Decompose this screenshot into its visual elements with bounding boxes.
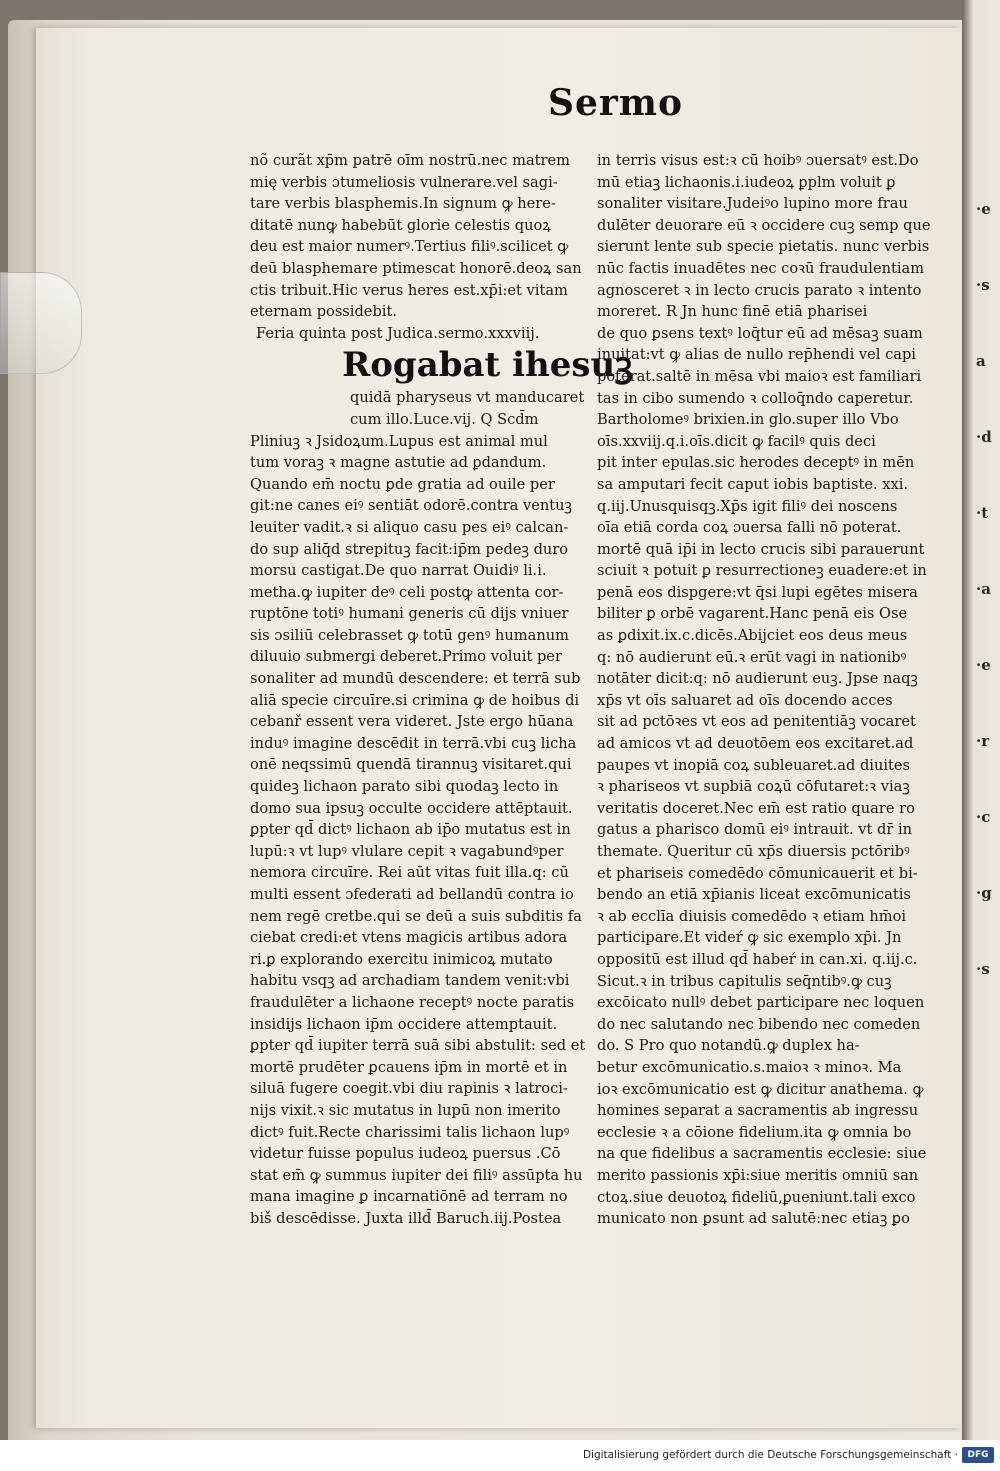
text-line: habitu vsqꝫ ad archadiam tandem venit:vbi xyxy=(250,972,570,990)
text-line: notāter dicit:q: nō audierunt euꝫ. Jpse naqꝫ xyxy=(597,670,918,688)
text-line: merito passionis xp̄i:siue meritis omniū san xyxy=(597,1166,919,1184)
right-column xyxy=(597,150,931,1230)
text-line: videtur fuisse populus iudeoꝝ puersus .Cō xyxy=(250,1145,561,1163)
text-line: Quando em̄ noctu ꝑde gratia ad ouile per xyxy=(250,475,555,493)
text-line: fraudulēter a lichaone receptꝰ nocte paratis xyxy=(250,993,575,1011)
text-line: nõ curãt xp̄m patrē oīm nostrū.nec matrem xyxy=(250,152,570,169)
text-line: Pliniuꝫ ꝛ Jsidoꝝum.Lupus est animal mul xyxy=(250,432,548,450)
text-line: induꝰ imagine descēdit in terrā.vbi cuꝫ licha xyxy=(250,734,577,752)
text-line: in terris visus est:ꝛ cū hoibꝰ ɔuersatꝰ est.Do xyxy=(597,152,919,169)
text-line: lupū:ꝛ vt lupꝰ vlulare cepit ꝛ vagabundꝰper xyxy=(250,842,564,860)
facing-page-fragment: ·d xyxy=(976,428,992,446)
facing-page-fragment: ·s xyxy=(976,276,990,294)
text-line: agnosceret ꝛ in lecto crucis parato ꝛ intento xyxy=(597,281,922,299)
text-line: ecclesie ꝛ a cōione fidelium.ita ꝙ omnia bo xyxy=(597,1123,912,1141)
text-line: morsu castigat.De quo narrat Ouidiꝰ li.i. xyxy=(250,562,547,580)
text-line: sa amputari fecit caput iobis baptiste. xxi. xyxy=(597,475,909,493)
text-line: na que fidelibus a sacramentis ecclesie: siue xyxy=(597,1145,927,1163)
page-clip xyxy=(0,272,82,374)
text-line: oīs.xxviij.q.i.oīs.dicit ꝙ facilꝰ quis deci xyxy=(597,432,876,450)
text-line: bendo an etiā xp̄ianis liceat excōmunicatis xyxy=(597,886,911,904)
text-line: do sup aliq̄d strepituꝫ facit:ip̄m pedeꝫ duro xyxy=(250,540,569,558)
text-line: pit inter epulas.sic herodes deceptꝰ in mēn xyxy=(597,454,915,472)
text-line: dictꝰ fuit.Recte charissimi talis lichaon lupꝰ xyxy=(250,1123,570,1141)
text-line: ri.ꝑ explorando exercitu inimicoꝝ mutato xyxy=(250,950,553,968)
text-line: veritatis doceret.Nec em̄ est ratio quare ro xyxy=(597,799,915,817)
facing-page-fragment: ·g xyxy=(976,884,992,902)
text-line: ruptōne totiꝰ humani generis cū dijs vniuer xyxy=(250,605,569,623)
text-line: nijs vixit.ꝛ sic mutatus in lupū non imerito xyxy=(250,1101,561,1119)
text-line: mortē quā ip̄i in lecto crucis sibi parauerunt xyxy=(597,540,925,558)
text-line: oīa etiā corda coꝝ ɔuersa falli nō poterat. xyxy=(597,519,902,537)
text-line: oppositū est illud qd̄ habeŕ in can.xi. q.iij.c. xyxy=(597,950,918,968)
text-line: aliā specie circuīre.si crimina ꝙ de hoibus di xyxy=(250,691,580,709)
text-line: excōicato nullꝰ debet participare nec loquen xyxy=(597,994,925,1012)
text-line: ꝛ phariseos vt supbiā coꝝū cōfutaret:ꝛ viaꝫ xyxy=(597,778,910,796)
text-line: q.iij.Unusquisqꝫ.Xp̄s igit filiꝰ dei noscens xyxy=(597,497,898,515)
facing-page-fragment: ·t xyxy=(976,504,989,522)
text-line: do nec salutando nec bibendo nec comeden xyxy=(597,1015,921,1033)
text-line: Feria quinta post Judica.sermo.xxxviij. xyxy=(256,324,540,342)
text-line: insidijs lichaon ip̄m occidere attemptauit. xyxy=(250,1015,558,1033)
text-line: dulēter deuorare eū ꝛ occidere cuꝫ semp que xyxy=(597,216,931,234)
text-line: q: nō audierunt eū.ꝛ erūt vagi in nationibꝰ xyxy=(597,648,907,666)
left-column xyxy=(250,150,633,1230)
facing-page-fragment: ·e xyxy=(976,200,991,218)
page-header: Sermo xyxy=(548,82,683,124)
text-line: do. S Pro quo notandū.ꝙ duplex ha- xyxy=(597,1037,860,1055)
text-line: ꝑpter qd̄ iupiter terrā suā sibi abstulit: sed et xyxy=(250,1037,586,1055)
text-line: quideꝫ lichaon parato sibi quodaꝫ lecto in xyxy=(250,778,559,796)
text-line: ꝑpter qd̄ dictꝰ lichaon ab ip̄o mutatus est in xyxy=(250,821,571,839)
text-line: sit ad pctōꝛes vt eos ad penitentiāꝫ vocaret xyxy=(597,713,916,731)
text-line: mū etiaꝫ lichaonis.i.iudeoꝝ ꝑplm voluit ꝑ xyxy=(597,173,896,191)
text-line: Bartholomeꝰ brixien.in glo.super illo Vbo xyxy=(597,411,899,429)
text-line: biš descēdisse. Juxta illd̄ Baruch.iij.Postea xyxy=(250,1209,562,1227)
text-line: quidā pharyseus vt manducaret xyxy=(350,389,585,407)
text-line: nem regē cretbe.qui se deū a suis subditis fa xyxy=(250,907,582,925)
text-line: paupes vt inopiā coꝝ subleuaret.ad diuites xyxy=(597,756,911,774)
text-line: git:ne canes eiꝰ sentiāt odorē.contra ventuꝫ xyxy=(250,497,572,515)
text-line: siluā fugere coegit.vbi diu rapinis ꝛ latroci- xyxy=(250,1080,568,1098)
text-line: deū blasphemare ptimescat honorē.deoꝝ san xyxy=(250,259,582,277)
text-line: tas in cibo sumendo ꝛ colloq̄ndo caperetur. xyxy=(597,389,914,407)
text-line: ditatē nunꝙ habebūt glorie celestis quoꝝ xyxy=(250,216,551,234)
facing-page-fragment: ·a xyxy=(976,580,991,598)
text-line: multi essent ɔfederati ad bellandū contra io xyxy=(250,886,574,903)
text-line: participare.Et videŕ ꝙ sic exemplo xp̄i. Jn xyxy=(597,929,902,947)
text-line: nūc factis inuadētes nec coꝛū fraudulentiam xyxy=(597,259,925,277)
text-line: onē neqssimū quendā tirannuꝫ visitaret.qui xyxy=(250,756,572,774)
text-line: deu est maior numerꝰ.Tertius filiꝰ.scilicet ꝙ xyxy=(250,238,569,256)
text-line: homines separat a sacramentis ab ingressu xyxy=(597,1102,919,1120)
text-line: sierunt lente sub specie pietatis. nunc verbis xyxy=(597,238,930,256)
text-line: Sicut.ꝛ in tribus capitulis seq̄ntibꝰ.ꝙ cuꝫ xyxy=(597,972,892,990)
text-line: de quo ꝑsens textꝰ loq̄tur eū ad mēsaꝫ suam xyxy=(597,324,923,342)
facing-page-fragment: ·s xyxy=(976,960,990,978)
text-line: as ꝑdixit.ix.c.dicēs.Abijciet eos deus meus xyxy=(597,627,908,645)
footer-credit: Digitalisierung gefördert durch die Deutsche Forschungsgemeinschaft · xyxy=(582,1449,958,1461)
text-line: ad amicos vt ad deuotōem eos excitaret.ad xyxy=(597,735,914,753)
text-line: sonaliter ad mundū descendere: et terrā sub xyxy=(250,670,581,688)
text-line: gatus a pharisco domū eiꝰ intrauit. vt dr̄ in xyxy=(597,821,913,839)
facing-page-fragment: ·e xyxy=(976,656,991,674)
text-line: sis ɔsiliū celebrasset ꝙ totū genꝰ humanum xyxy=(250,626,569,644)
text-line: moreret. R Jn hunc finē etiā pharisei xyxy=(597,303,868,321)
text-line: mortē prudēter ꝑcauens ip̄m in mortē et in xyxy=(250,1058,568,1076)
text-line: diluuio submergi deberet.Primo voluit per xyxy=(250,648,562,666)
text-line: mię verbis ɔtumeliosis vulnerare.vel sagi- xyxy=(250,173,558,191)
text-line: eternam possidebit. xyxy=(250,303,397,321)
text-line: nemora circuīre. Rei aūt vitas fuit illa.q: cū xyxy=(250,864,569,882)
text-line: ꝛ ab ecclīa diuisis comedēdo ꝛ etiam hm̄oi xyxy=(597,907,907,925)
dfg-logo: DFG xyxy=(962,1447,994,1463)
facing-page-edge xyxy=(962,0,1000,1440)
sermon-initial: Rogabat ihesuꝫ xyxy=(342,345,633,386)
footer-bar xyxy=(0,1440,1000,1471)
facing-page-fragment: ·r xyxy=(976,732,990,750)
text-line: betur excōmunicatio.s.maioꝛ ꝛ minoꝛ. Ma xyxy=(597,1058,902,1076)
text-line: mana imagine ꝑ incarnatiōnē ad terram no xyxy=(250,1188,568,1206)
text-line: et phariseis comedēdo cōmunicauerit et bi- xyxy=(597,864,918,882)
text-line: municato non ꝑsunt ad salutē:nec etiaꝫ ꝑo xyxy=(597,1210,910,1228)
text-line: penā eos dispgere:vt q̄si lupi egētes misera xyxy=(597,583,918,601)
text-line: metha.ꝙ iupiter deꝰ celi postꝙ attenta cor- xyxy=(250,583,564,601)
text-line: ctoꝝ.siue deuotoꝝ fideliū,ꝑueniunt.tali exco xyxy=(597,1188,916,1206)
text-line: biliter ꝑ orbē vagarent.Hanc penā eis Ose xyxy=(597,605,908,623)
text-line: cum illo.Luce.vij. Q Scd̄m xyxy=(350,410,539,428)
text-line: inuitat:vt ꝙ alias de nullo rep̄hendi vel capi xyxy=(597,346,916,364)
text-line: ctis tribuit.Hic verus heres est.xp̄i:et vitam xyxy=(250,281,568,299)
facing-page-fragment: ·c xyxy=(976,808,991,826)
text-line: tare verbis blasphemis.In signum ꝙ here- xyxy=(250,195,556,213)
text-line: leuiter vadit.ꝛ si aliquo casu pes eiꝰ calcan- xyxy=(250,518,569,536)
text-line: ioꝛ excōmunicatio est ꝙ dicitur anathema. ꝙ xyxy=(597,1080,924,1098)
text-line: ciebat credi:et vtens magicis artibus adora xyxy=(250,929,568,947)
text-line: sciuit ꝛ potuit ꝑ resurrectioneꝫ euadere:et in xyxy=(597,562,927,580)
text-line: poterat.saltē in mēsa vbi maioꝛ est familiari xyxy=(597,367,922,385)
text-line: domo sua ipsuꝫ occulte occidere attēptauit. xyxy=(250,799,573,817)
text-line: xp̄s vt oīs saluaret ad oīs docendo acces xyxy=(597,691,893,709)
text-line: sonaliter visitare.Judeiꝰo lupino more frau xyxy=(597,195,908,213)
text-line: stat em̄ ꝙ summus iupiter dei filiꝰ assūpta hu xyxy=(250,1166,583,1184)
text-line: tum voraꝫ ꝛ magne astutie ad ꝑdandum. xyxy=(250,454,547,472)
text-line: themate. Queritur cū xp̄s diuersis pctōribꝰ xyxy=(597,843,910,860)
text-line: cebanř essent vera videret. Jste ergo hūana xyxy=(250,713,574,731)
facing-page-fragment: a xyxy=(976,352,986,370)
